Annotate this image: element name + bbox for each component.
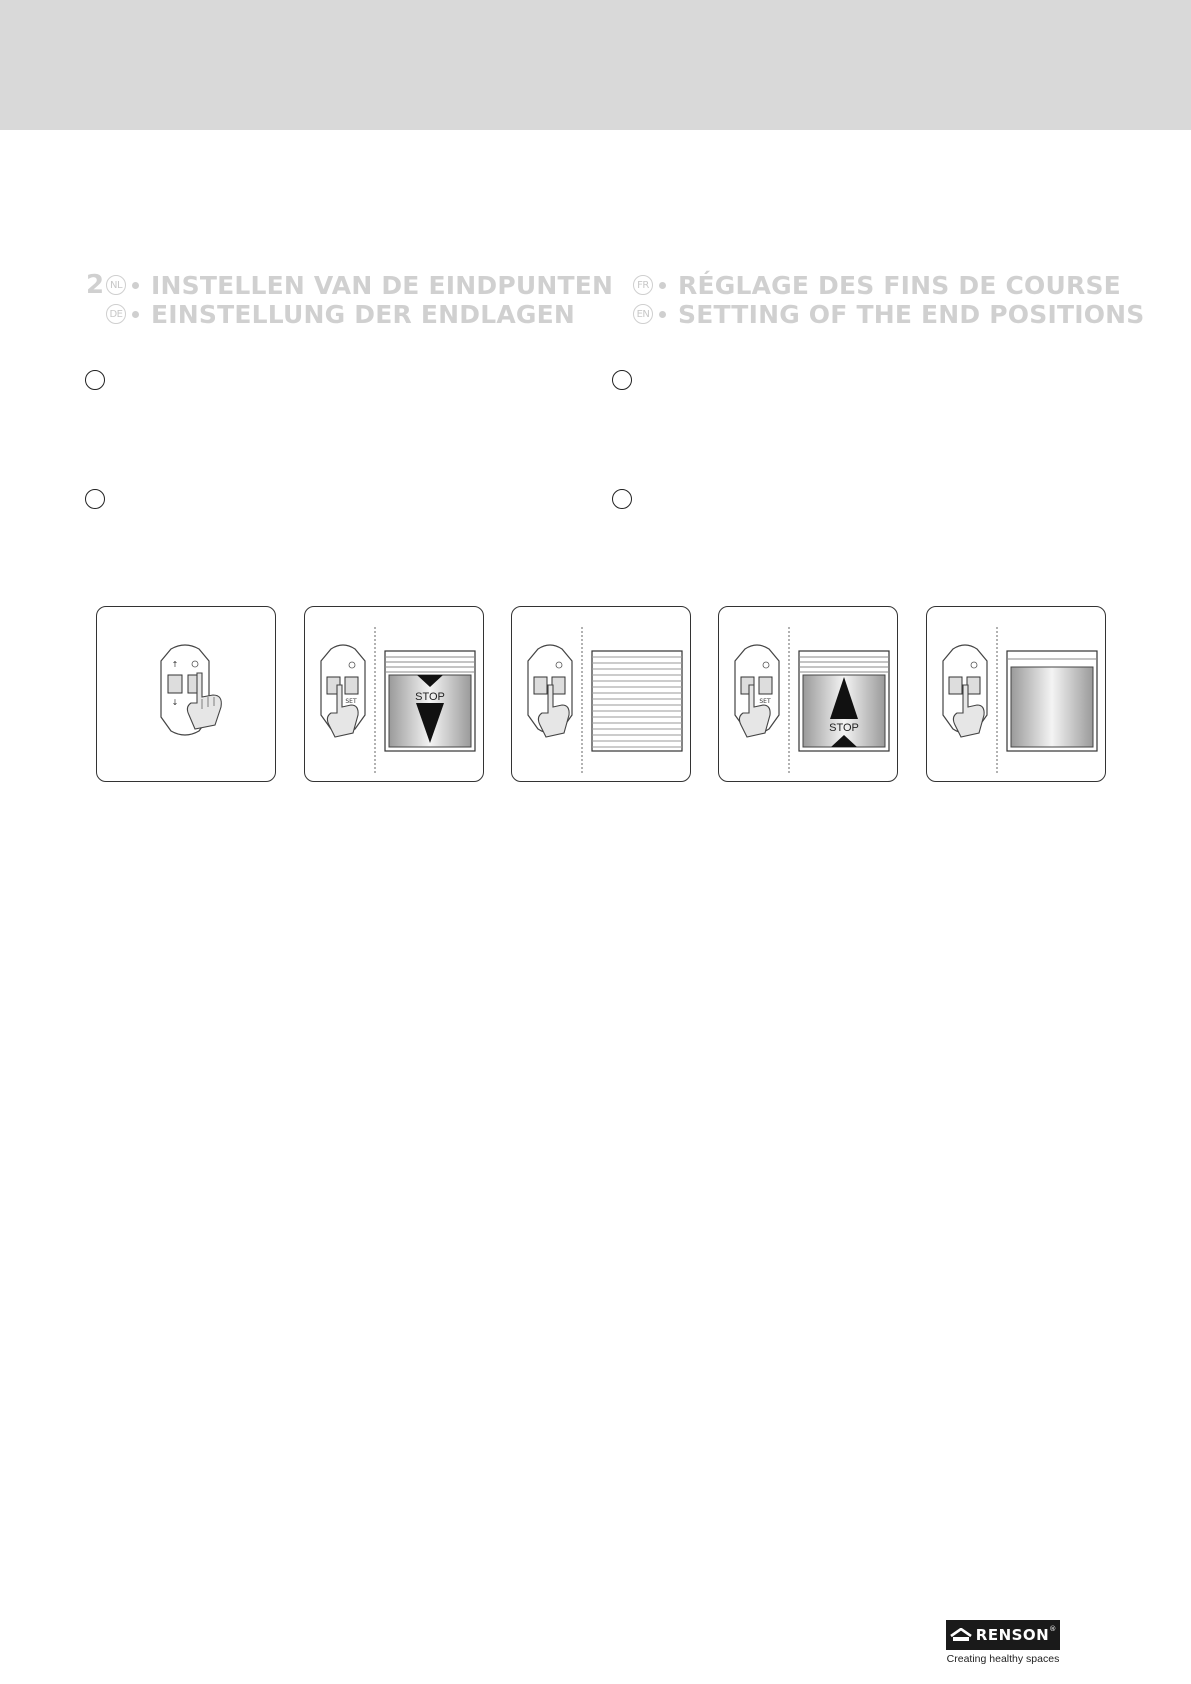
svg-text:↑: ↑: [171, 660, 179, 669]
renson-logo-icon: [950, 1628, 972, 1642]
section-number: 2: [86, 270, 105, 300]
step-marker-nl-1: [85, 370, 105, 390]
heading-nl: [86, 270, 613, 300]
window-shutter-closed: [592, 651, 682, 751]
step-marker-fr-1: [612, 370, 632, 390]
heading-fr: [633, 270, 1121, 300]
window-open: [1007, 651, 1097, 751]
bullet: [659, 311, 666, 318]
lang-badge-en: EN: [633, 304, 653, 324]
heading-de: [106, 299, 575, 329]
window-shutter-up: [799, 651, 889, 751]
set-label: SET: [759, 698, 771, 705]
registered-mark: ®: [1049, 1625, 1057, 1633]
illustration-panel-3: [511, 606, 691, 782]
heading-en: [633, 299, 1144, 329]
illustration-panel-5: [926, 606, 1106, 782]
lang-badge-nl: NL: [106, 275, 126, 295]
heading-text-nl: INSTELLEN VAN DE EINDPUNTEN: [151, 270, 614, 300]
illustration-panel-4: [718, 606, 898, 782]
illustration-panel-1: [96, 606, 276, 782]
header-band: [0, 0, 1191, 130]
logo-text: RENSON: [975, 1626, 1050, 1644]
lang-badge-fr: FR: [633, 275, 653, 295]
stop-label: STOP: [829, 722, 859, 734]
bullet: [132, 282, 139, 289]
heading-text-en: SETTING OF THE END POSITIONS: [678, 299, 1145, 329]
window-shutter-down: [385, 651, 475, 751]
step-marker-nl-2: [85, 489, 105, 509]
illustration-panel-2: [304, 606, 484, 782]
set-label: SET: [345, 698, 357, 705]
tagline: Creating healthy spaces: [946, 1653, 1060, 1665]
heading-text-fr: RÉGLAGE DES FINS DE COURSE: [678, 270, 1121, 300]
lang-badge-de: DE: [106, 304, 126, 324]
heading-text-de: EINSTELLUNG DER ENDLAGEN: [151, 299, 575, 329]
bullet: [659, 282, 666, 289]
stop-label: STOP: [415, 691, 445, 703]
bullet: [132, 311, 139, 318]
svg-text:↓: ↓: [171, 698, 179, 707]
renson-logo: [946, 1620, 1060, 1650]
step-marker-fr-2: [612, 489, 632, 509]
